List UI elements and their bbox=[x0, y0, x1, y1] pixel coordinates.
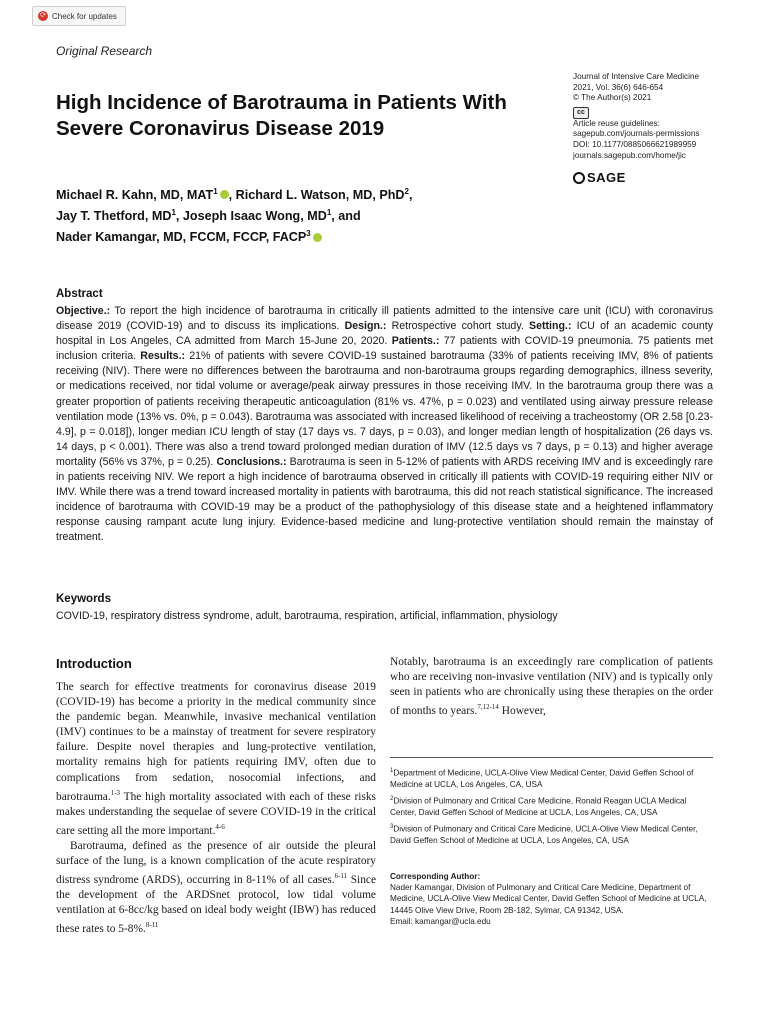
affil-number: 2 bbox=[390, 796, 394, 803]
affil-marker: 1 bbox=[326, 208, 332, 218]
affil-marker: 3 bbox=[306, 229, 311, 239]
keywords-heading: Keywords bbox=[56, 593, 111, 605]
paragraph-text: Barotrauma, defined as the presence of air outside the pleural surface of the lung, is a known complication of the acute respiratory distress syndrome (ARDS), occurring in 8-11% of all cases. bbox=[56, 839, 376, 886]
conclusions-text: Barotrauma is seen in 5-12% of patients with ARDS receiving IMV and is exceedingly rare in patients receiving NIV. We report a high incidence of barotrauma observed in critically ill patients with COVID-19 requiring either NIV or IMV. While there was a trend toward increased mortality in patients with barotrauma, this did not reach statistical significance. The increased incidence of barotrauma with COVID-19 may be a product of the pathophysiology of this disease state and a heightened inflammatory response causing rampant acute lung injury. Evidence-based medicine and lung-protective ventilation should remain the mainstay of treatment. bbox=[56, 455, 713, 544]
design-label: Design.: bbox=[344, 320, 387, 333]
intro-paragraph-2 bbox=[56, 839, 376, 937]
author-list bbox=[56, 183, 616, 247]
sage-logo-icon bbox=[573, 172, 585, 184]
setting-text: ICU of an academic county hospital in Los Angeles, CA admitted from March 15-June 20, 2020. bbox=[56, 320, 713, 348]
cc-license-icon: cc bbox=[573, 107, 589, 119]
corresponding-heading: Corresponding Author: bbox=[390, 872, 481, 881]
results-text: 21% of patients with severe COVID-19 sustained barotrauma (33% of patients receiving IMV, 8% of patients receiving (NIV). There were no differences between the barotrauma and non-barotrauma groups regarding demographics, illness severity, or medications received, nor tidal volume or average/peak airway pressures in those receiving IMV. In the barotrauma group there was a greater proportion of patients receiving therapeutic anticoagulation (81% vs. 47%, p = 0.023) and ventilated using airway pressure release ventilation mode (13% vs. 0%, p = 0.043). Barotrauma was associated with increased likelihood of receiving a tracheostomy (OR 2.58 [0.23-4.9], p = 0.018]), longer median ICU length of stay (17 days vs. 7 days, p = 0.03), and longer median length of hospitalization (26 days vs. 14 days, p < 0.001). There was also a trend toward prolonged median duration of IMV (12.5 days vs 7 days, p = 0.13) and higher average mortality (56% vs 37%, p = 0.25). bbox=[56, 350, 713, 468]
author-separator: , and bbox=[331, 209, 361, 224]
paragraph-text: Notably, barotrauma is an exceedingly rare complication of patients who are receiving non-invasive ventilation (NIV) and is typically only seen in patients who are chronically using these therapies on the order of months to years. bbox=[390, 656, 713, 718]
paragraph-text: Since the development of the ARDSnet protocol, low tidal volume ventilation at 6-8cc/kg based on ideal body weight (IBW) has reduced these rates to 5-8%. bbox=[56, 873, 377, 935]
affiliation-3 bbox=[390, 822, 713, 846]
citation-ref[interactable]: 8-11 bbox=[145, 920, 159, 929]
affiliation-text: Division of Pulmonary and Critical Care Medicine, UCLA-Olive View Medical Center, David Geffen School of Medicine at UCLA, Los Angeles, CA, USA bbox=[390, 825, 698, 846]
author-kahn: Michael R. Kahn, MD, MAT bbox=[56, 188, 214, 203]
reuse-link[interactable]: sagepub.com/journals-permissions bbox=[573, 129, 700, 139]
citation-ref[interactable]: 4-6 bbox=[215, 822, 225, 831]
paragraph-text: The high mortality associated with each of these risks makes understanding the sequelae of severe COVID-19 in the critical care setting all the more important. bbox=[56, 790, 376, 837]
introduction-left-column bbox=[56, 680, 376, 937]
introduction-right-column bbox=[390, 655, 713, 719]
paragraph-text: The search for effective treatments for coronavirus disease 2019 (COVID-19) has become a priority in the medical community since the pandemic began. Meanwhile, invasive mechanical ventilation (IMV) continues to be a mainstay of treatment for severe respiratory failure. Despite novel therapies and lung-protective ventilation, mortality remains high for patients requiring IMV, often due to complications from sedation, nosocomial infections, and barotrauma. bbox=[56, 681, 376, 803]
patients-label: Patients.: bbox=[391, 335, 440, 348]
journal-citation: 2021, Vol. 36(6) 646-654 bbox=[573, 82, 664, 92]
doi-link[interactable]: DOI: 10.1177/0885066621989959 bbox=[573, 139, 697, 149]
footnote-divider bbox=[390, 757, 713, 758]
journal-name: Journal of Intensive Care Medicine bbox=[573, 72, 700, 81]
objective-text: To report the high incidence of barotrauma in critically ill patients admitted to the intensive care unit (ICU) with coronavirus disease 2019 (COVID-19) and to discuss its implications. bbox=[56, 305, 713, 333]
publisher-name: SAGE bbox=[587, 170, 626, 185]
paragraph-text: However, bbox=[498, 705, 546, 718]
introduction-heading: Introduction bbox=[56, 656, 132, 671]
journal-copyright: © The Author(s) 2021 bbox=[573, 93, 652, 103]
setting-label: Setting.: bbox=[529, 320, 572, 333]
check-for-updates-label: Check for updates bbox=[52, 11, 117, 21]
conclusions-label: Conclusions.: bbox=[216, 455, 287, 468]
corresponding-text: Nader Kamangar, Division of Pulmonary and Critical Care Medicine, Department of Medicine, UCLA-Olive View Medical Center, David Geffen School of Medicine at UCLA, 14445 Olive View Drive, Room 2B-182, Sylmar, CA 91342, USA. bbox=[390, 883, 707, 915]
affiliation-1 bbox=[390, 766, 713, 790]
author-thetford: Jay T. Thetford, MD bbox=[56, 209, 172, 224]
journal-info bbox=[573, 72, 763, 161]
affiliations bbox=[390, 766, 713, 850]
keywords-list: COVID-19, respiratory distress syndrome, adult, barotrauma, respiration, artificial, inflammation, physiology bbox=[56, 610, 558, 622]
affiliation-text: Department of Medicine, UCLA-Olive View Medical Center, David Geffen School of Medicine at UCLA, Los Angeles, CA, USA bbox=[390, 768, 694, 789]
article-title: High Incidence of Barotrauma in Patients With Severe Coronavirus Disease 2019 bbox=[56, 91, 507, 140]
citation-ref[interactable]: 6-11 bbox=[334, 871, 348, 880]
corresponding-email[interactable]: Email: kamangar@ucla.edu bbox=[390, 916, 491, 926]
affil-number: 3 bbox=[390, 824, 394, 831]
update-icon: ⟳ bbox=[38, 11, 48, 21]
abstract-body bbox=[56, 304, 713, 546]
corresponding-author bbox=[390, 871, 713, 927]
affil-marker: 1 bbox=[213, 187, 218, 196]
author-watson: , Richard L. Watson, MD, PhD bbox=[228, 188, 405, 203]
design-text: Retrospective cohort study. bbox=[386, 320, 530, 333]
journal-homepage-link[interactable]: journals.sagepub.com/home/jic bbox=[573, 150, 686, 160]
author-separator: , bbox=[408, 188, 413, 203]
citation-ref[interactable]: 1-3 bbox=[110, 788, 121, 797]
objective-label: Objective.: bbox=[56, 305, 111, 317]
affil-number: 1 bbox=[390, 768, 394, 774]
results-label: Results.: bbox=[140, 350, 186, 363]
affiliation-text: Division of Pulmonary and Critical Care Medicine, Ronald Reagan UCLA Medical Center, David Geffen School of Medicine at UCLA, Los Angeles, CA, USA bbox=[390, 796, 687, 818]
citation-ref[interactable]: 7,12-14 bbox=[477, 703, 499, 712]
reuse-label: Article reuse guidelines: bbox=[573, 118, 660, 128]
check-for-updates-button[interactable] bbox=[32, 6, 126, 26]
abstract-heading: Abstract bbox=[56, 288, 103, 300]
patients-text: 77 patients with COVID-19 pneumonia. 75 patients met inclusion criteria. bbox=[56, 335, 713, 363]
orcid-icon[interactable] bbox=[220, 190, 229, 199]
author-kamangar: Nader Kamangar, MD, FCCM, FCCP, FACP bbox=[56, 230, 307, 245]
affil-marker: 1 bbox=[171, 208, 176, 218]
orcid-icon[interactable] bbox=[313, 233, 322, 242]
section-label: Original Research bbox=[56, 44, 153, 58]
affiliation-2 bbox=[390, 794, 713, 818]
author-wong: , Joseph Isaac Wong, MD bbox=[175, 209, 327, 224]
intro-paragraph-1 bbox=[56, 680, 376, 839]
affil-marker: 2 bbox=[404, 187, 409, 196]
